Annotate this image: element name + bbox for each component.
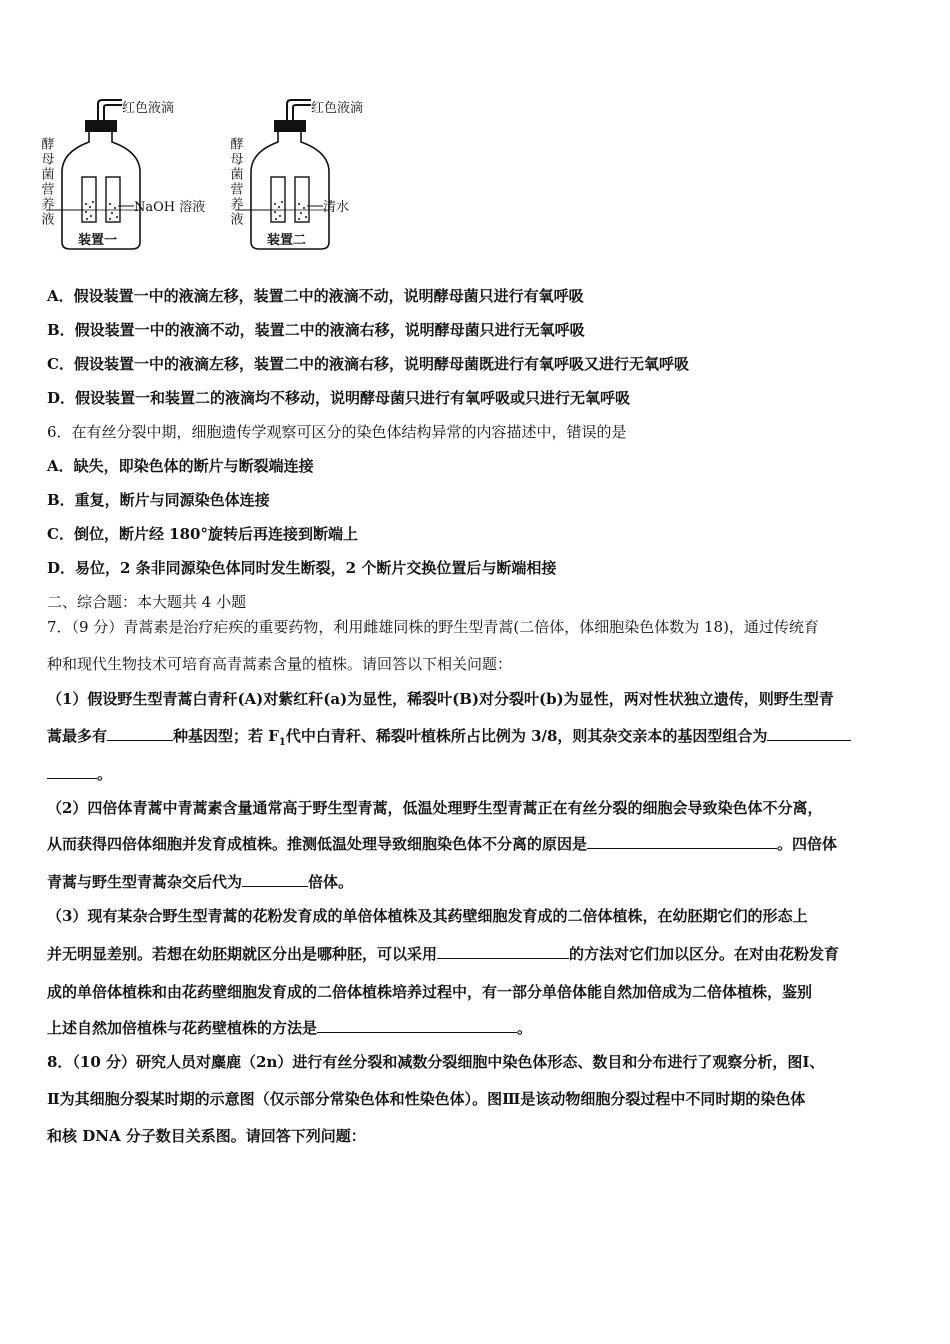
q8-line-2: Ⅱ为其细胞分裂某时期的示意图（仅示部分常染色体和性染色体）。图Ⅲ是该动物细胞分裂过程中不同时期的染色体	[47, 1090, 806, 1108]
answer-blank-low-temp-reason[interactable]	[587, 834, 777, 849]
q7-part1-line-1: （1）假设野生型青蒿白青秆(A)对紫红秆(a)为显性，稀裂叶(B)对分裂叶(b)为显性，两对性状独立遗传，则野生型青	[47, 690, 834, 708]
q7-part2-line-2	[47, 834, 837, 854]
q7-part3-line-2	[47, 944, 839, 964]
q7-part3-text-a: 并无明显差别。若想在幼胚期就区分出是哪种胚，可以采用	[47, 945, 438, 963]
q6-option-c: C．倒位，断片经 180°旋转后再连接到断端上	[47, 525, 358, 543]
q7-part1-period: 。	[97, 765, 113, 783]
label-red-drop-1: 红色液滴	[122, 101, 175, 116]
q7-part1-subscript: 1	[278, 737, 286, 748]
flask-icon	[251, 132, 329, 249]
q7-part1-text-c: 代中白青秆、稀裂叶植株所占比例为 3/8，则其杂交亲本的基因型组合为	[285, 727, 768, 745]
q6-stem: 6．在有丝分裂中期，细胞遗传学观察可区分的染色体结构异常的内容描述中，错误的是	[47, 423, 627, 441]
q7-part1-line-2	[47, 726, 851, 753]
q8-line-1: 8．（10 分）研究人员对麋鹿（2n）进行有丝分裂和减数分裂细胞中染色体形态、数目和分布进行了观察分析，图Ⅰ、	[47, 1053, 825, 1071]
q7-part3-text-b: 的方法对它们加以区分。在对由花粉发育	[569, 945, 840, 963]
q7-part1-text-a: 蒿最多有	[47, 727, 108, 745]
q7-line-2: 种和现代生物技术可培育高青蒿素含量的植株。请回答以下相关问题：	[47, 655, 513, 673]
answer-blank-identification-method[interactable]	[317, 1018, 517, 1033]
label-water: 清水	[323, 200, 350, 215]
apparatus-diagram	[40, 92, 380, 262]
q7-part3-text-d: 。	[517, 1019, 533, 1037]
apparatus-two	[235, 100, 329, 249]
q7-part2-line-1: （2）四倍体青蒿中青蒿素含量通常高于野生型青蒿，低温处理野生型青蒿正在有丝分裂的细胞会导致染色体不分离，	[47, 799, 823, 817]
answer-blank-ploidy[interactable]	[242, 872, 308, 887]
caption-apparatus-two: 装置二	[267, 233, 307, 248]
answer-blank-method[interactable]	[437, 944, 569, 959]
q7-part1-line-3	[47, 764, 112, 784]
q8-line-3: 和核 DNA 分子数目关系图。请回答下列问题：	[47, 1127, 366, 1145]
q7-part3-line-3: 成的单倍体植株和由花药壁细胞发育成的二倍体植株培养过程中，有一部分单倍体能自然加倍成为二倍体植株，鉴别	[47, 983, 813, 1001]
label-naoh: NaOH 溶液	[134, 200, 206, 215]
q5-option-c: C．假设装置一中的液滴左移，装置二中的液滴右移，说明酵母菌既进行有氧呼吸又进行无氧呼吸	[47, 355, 689, 373]
q5-option-b: B．假设装置一中的液滴不动，装置二中的液滴右移，说明酵母菌只进行无氧呼吸	[47, 321, 585, 339]
q7-part1-text-b: 种基因型；若 F	[173, 727, 279, 745]
q7-part3-line-4	[47, 1018, 532, 1038]
q7-part2-line-3	[47, 872, 353, 892]
caption-apparatus-one: 装置一	[78, 233, 118, 248]
q6-option-a: A．缺失，即染色体的断片与断裂端连接	[47, 457, 314, 475]
stopper-icon	[274, 120, 306, 132]
apparatus-one	[46, 100, 140, 249]
label-red-drop-2: 红色液滴	[311, 101, 364, 116]
q7-part3-text-c: 上述自然加倍植株与花药壁植株的方法是	[47, 1019, 318, 1037]
yeast-respiration-apparatus-figure	[40, 92, 380, 262]
label-culture-1: 酵母菌营养液	[40, 137, 54, 227]
answer-blank-parent-genotype[interactable]	[767, 726, 851, 741]
q7-part3-line-1: （3）现有某杂合野生型青蒿的花粉发育成的单倍体植株及其药壁细胞发育成的二倍体植株，在幼胚期它们的形态上	[47, 907, 808, 925]
q5-option-a: A．假设装置一中的液滴左移，装置二中的液滴不动，说明酵母菌只进行有氧呼吸	[47, 287, 584, 305]
q7-part2-text-b: 。四倍体	[777, 835, 838, 853]
flask-icon	[62, 132, 140, 249]
q6-option-b: B．重复，断片与同源染色体连接	[47, 491, 270, 509]
q7-part2-text-d: 倍体。	[308, 873, 354, 891]
q6-option-d: D．易位，2 条非同源染色体同时发生断裂，2 个断片交换位置后与断端相接	[47, 559, 557, 577]
answer-blank-genotype-count[interactable]	[107, 726, 173, 741]
stopper-icon	[85, 120, 117, 132]
section-heading: 二、综合题：本大题共 4 小题	[47, 593, 247, 611]
q7-part2-text-c: 青蒿与野生型青蒿杂交后代为	[47, 873, 243, 891]
answer-blank-parent-genotype-cont[interactable]	[47, 764, 97, 779]
q7-line-1: 7．（9 分）青蒿素是治疗疟疾的重要药物，利用雌雄同株的野生型青蒿(二倍体，体细胞染色体数为 18)，通过传统育	[47, 618, 819, 636]
q5-option-d: D．假设装置一和装置二的液滴均不移动，说明酵母菌只进行有氧呼吸或只进行无氧呼吸	[47, 389, 631, 407]
label-culture-2: 酵母菌营养液	[227, 137, 243, 227]
q7-part2-text-a: 从而获得四倍体细胞并发育成植株。推测低温处理导致细胞染色体不分离的原因是	[47, 835, 588, 853]
